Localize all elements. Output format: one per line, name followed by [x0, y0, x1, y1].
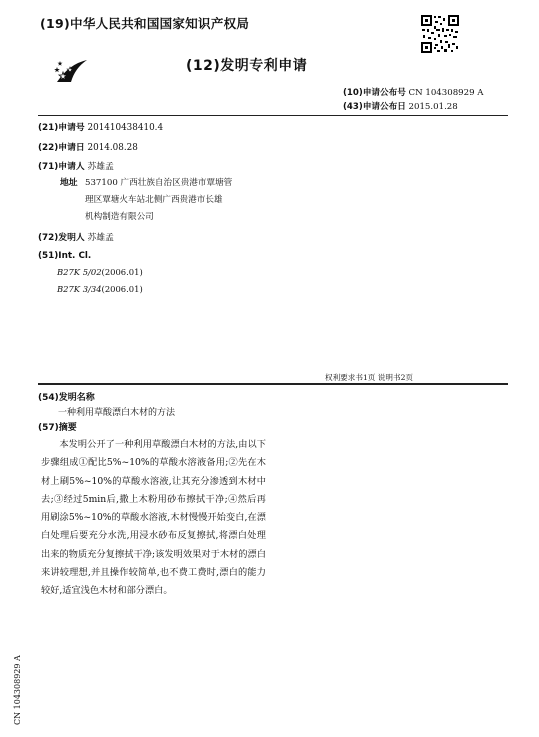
ipc-year: (2006.01)	[101, 284, 143, 294]
application-number-value: 201410438410.4	[87, 123, 164, 133]
field-code: (72)	[38, 233, 59, 243]
field-code: (71)	[38, 162, 59, 172]
header-divider	[38, 115, 508, 116]
abstract-text: 本发明公开了一种利用草酸漂白木材的方法,由以下步骤组成①配比5%~10%的草酸水溶液备用;②先在木材上刷5%~10%的草酸水溶液,让其充分渗透到木材中去;③经过5min后,撒上木粉用砂布擦拭干净;④然后再用刷涂5%~10%的草酸水溶液,木材慢慢开始变白,在漂白处理后要充分水洗,用浸水砂布反复擦拭,将漂白处理出来的物质充分复擦拭干净;该发明效果对于木材的漂白来讲较理想,并且操作较简单,也不费工费时,漂白的能力较好,适宜浅色木材和部分漂白。	[41, 439, 266, 597]
office-emblem-icon	[53, 58, 91, 86]
address-block	[85, 175, 260, 226]
intcl-entry	[57, 284, 143, 294]
field-code: (22)	[38, 143, 59, 153]
field-label: 发明名称	[58, 393, 95, 403]
publication-date-label: (43)申请公布日	[343, 102, 406, 112]
address-line: 537100 广西壮族自治区贵港市覃塘管	[85, 178, 233, 188]
field-label: 摘要	[58, 423, 77, 433]
application-number-field	[38, 120, 163, 133]
inventor-value: 苏雄孟	[87, 233, 114, 243]
document-kind: (12)发明专利申请	[186, 58, 308, 74]
ipc-symbol: B27K 5/02	[57, 267, 102, 277]
invention-title: 一种利用草酸漂白木材的方法	[58, 408, 176, 418]
intcl-entry	[57, 267, 143, 277]
field-code: (21)	[38, 123, 59, 133]
intcl-field	[38, 251, 91, 261]
address-line: 机构制造有限公司	[85, 212, 154, 222]
publication-number-label: (10)申请公布号	[343, 88, 406, 98]
publication-number-value: CN 104308929 A	[408, 88, 484, 98]
abstract-heading	[38, 420, 77, 433]
qr-code-icon	[420, 14, 460, 54]
ipc-year: (2006.01)	[101, 267, 143, 277]
field-code: (57)	[38, 423, 59, 433]
office-name: (19)中华人民共和国国家知识产权局	[40, 16, 250, 31]
field-label: 发明人	[58, 233, 85, 243]
applicant-field	[38, 159, 114, 172]
inventor-field	[38, 230, 114, 243]
field-code: (51)	[38, 251, 59, 261]
page-count: 权利要求书1页 说明书2页	[325, 373, 414, 382]
applicant-value: 苏雄孟	[87, 162, 114, 172]
section-divider	[38, 383, 508, 385]
invention-title-heading	[38, 390, 95, 403]
address-line: 理区覃塘火车站北侧广西贵港市长雄	[85, 195, 223, 205]
address-label	[60, 175, 78, 188]
field-label: 申请号	[58, 123, 85, 133]
field-code: (54)	[38, 393, 59, 403]
side-publication-number: CN 104308929 A	[13, 655, 22, 725]
filing-date-value: 2014.08.28	[87, 143, 138, 153]
field-label: 申请人	[58, 162, 85, 172]
field-label: 地址	[60, 178, 78, 188]
field-label: Int. Cl.	[58, 251, 92, 261]
ipc-symbol: B27K 3/34	[57, 284, 102, 294]
field-label: 申请日	[58, 143, 85, 153]
filing-date-field	[38, 140, 138, 153]
publication-number-line	[343, 86, 484, 98]
publication-date-line	[343, 100, 458, 112]
publication-date-value: 2015.01.28	[408, 102, 458, 112]
